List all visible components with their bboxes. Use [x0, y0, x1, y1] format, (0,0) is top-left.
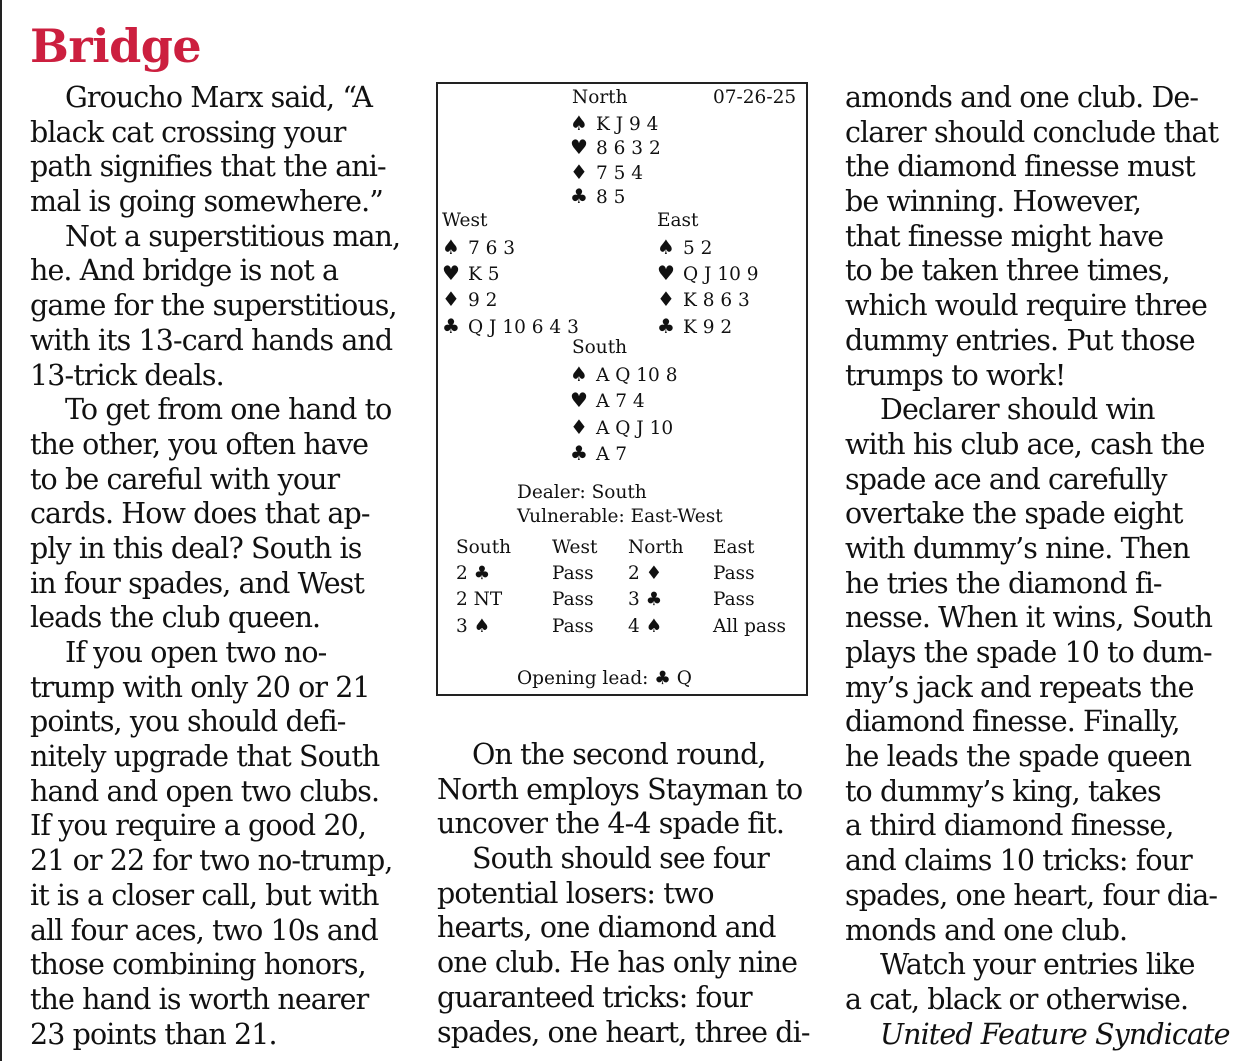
- north-spades: ♠ K J 9 4: [570, 111, 659, 135]
- text-line: amonds and one club. De-: [845, 81, 1199, 114]
- diamond-icon: ♦: [657, 287, 675, 311]
- east-hearts: ♥ Q J 10 9: [657, 261, 759, 285]
- text-line: to be taken three times,: [845, 254, 1170, 288]
- bid-cell: 3 ♠: [456, 616, 491, 637]
- text-line: South should see four: [472, 842, 770, 876]
- heart-icon: ♥: [442, 261, 460, 285]
- text-line: United Feature Syndicate: [880, 1017, 1230, 1051]
- text-line: Not a superstitious man,: [65, 219, 401, 253]
- text-line: game for the superstitious,: [30, 289, 397, 323]
- text-line: to dummy’s king, takes: [845, 774, 1161, 808]
- text-line: cards. How does that ap-: [30, 497, 370, 531]
- text-line: If you require a good 20,: [30, 809, 367, 843]
- bid-cell: 3 ♣: [628, 589, 663, 610]
- east-spades: ♠ 5 2: [657, 235, 713, 259]
- text-line: 13-trick deals.: [30, 358, 224, 392]
- text-line: uncover the 4-4 spade fit.: [437, 807, 784, 841]
- text-line: potential losers: two: [437, 876, 714, 910]
- text-line: with his club ace, cash the: [845, 427, 1205, 461]
- text-line: overtake the spade eight: [845, 497, 1183, 531]
- text-line: diamond finesse. Finally,: [845, 705, 1180, 739]
- bid-cell: Pass: [713, 563, 755, 584]
- text-line: On the second round,: [472, 738, 766, 771]
- text-line: leads the club queen.: [30, 601, 321, 635]
- bidding-header-west: West: [552, 537, 598, 558]
- article-column-2: [437, 738, 822, 1050]
- text-line: and claims 10 tricks: four: [845, 844, 1192, 878]
- text-line: Groucho Marx said, “A: [65, 81, 373, 114]
- south-clubs: ♣ A 7: [570, 441, 628, 465]
- text-line: To get from one hand to: [65, 393, 392, 427]
- bid-cell: 2 NT: [456, 589, 503, 610]
- text-line: he. And bridge is not a: [30, 254, 339, 288]
- club-icon: ♣: [570, 184, 588, 208]
- text-line: a third diamond finesse,: [845, 809, 1174, 843]
- bid-cell: Pass: [552, 616, 594, 637]
- dealer-info: Dealer: South: [517, 482, 647, 503]
- left-border-rule: [0, 0, 2, 1061]
- spade-icon: ♠: [442, 235, 460, 259]
- text-line: it is a closer call, but with: [30, 878, 379, 912]
- text-line: black cat crossing your: [30, 115, 346, 149]
- bridge-deal-diagram: [436, 82, 808, 696]
- text-line: mal is going somewhere.”: [30, 185, 383, 219]
- bid-cell: All pass: [713, 616, 786, 637]
- vulnerability-info: Vulnerable: East-West: [517, 506, 723, 527]
- text-line: points, you should defi-: [30, 705, 346, 739]
- diamond-icon: ♦: [442, 287, 460, 311]
- text-line: hand and open two clubs.: [30, 774, 380, 808]
- bid-cell: Pass: [552, 563, 594, 584]
- text-line: spade ace and carefully: [845, 462, 1167, 496]
- text-line: plays the spade 10 to dum-: [845, 636, 1212, 669]
- text-line: monds and one club.: [845, 913, 1128, 947]
- text-line: path signifies that the ani-: [30, 150, 386, 184]
- text-line: with dummy’s nine. Then: [845, 531, 1190, 565]
- diamond-icon: ♦: [570, 415, 588, 439]
- south-label: South: [572, 337, 628, 358]
- text-line: clarer should conclude that: [845, 115, 1219, 149]
- east-label: East: [657, 210, 699, 231]
- north-label: North: [572, 87, 628, 108]
- text-line: nitely upgrade that South: [30, 740, 380, 774]
- text-line: spades, one heart, three di-: [437, 1015, 810, 1049]
- article-column-3: [845, 81, 1235, 1052]
- text-line: in four spades, and West: [30, 566, 364, 600]
- heart-icon: ♥: [570, 388, 588, 412]
- west-diamonds: ♦ 9 2: [442, 287, 498, 311]
- text-line: those combining honors,: [30, 948, 366, 982]
- spade-icon: ♠: [570, 362, 588, 386]
- east-clubs: ♣ K 9 2: [657, 314, 733, 338]
- bid-cell: 2 ♣: [456, 563, 491, 584]
- text-line: guaranteed tricks: four: [437, 980, 752, 1014]
- club-icon: ♣: [657, 314, 675, 338]
- text-line: ply in this deal? South is: [30, 531, 362, 565]
- east-diamonds: ♦ K 8 6 3: [657, 287, 750, 311]
- text-line: Declarer should win: [880, 393, 1155, 427]
- page-title: Bridge: [30, 19, 202, 73]
- club-icon: ♣: [442, 314, 460, 338]
- text-line: spades, one heart, four dia-: [845, 878, 1218, 912]
- south-hearts: ♥ A 7 4: [570, 388, 645, 412]
- text-line: dummy entries. Put those: [845, 323, 1195, 357]
- text-line: all four aces, two 10s and: [30, 913, 378, 947]
- west-spades: ♠ 7 6 3: [442, 235, 516, 259]
- text-line: with its 13-card hands and: [30, 323, 393, 357]
- north-diamonds: ♦ 7 5 4: [570, 160, 644, 184]
- south-diamonds: ♦ A Q J 10: [570, 415, 674, 439]
- south-spades: ♠ A Q 10 8: [570, 362, 678, 386]
- text-line: trump with only 20 or 21: [30, 670, 370, 704]
- text-line: the diamond finesse must: [845, 150, 1195, 184]
- text-line: that finesse might have: [845, 219, 1164, 253]
- text-line: which would require three: [845, 289, 1207, 323]
- west-label: West: [442, 210, 488, 231]
- north-clubs: ♣ 8 5: [570, 184, 626, 208]
- text-line: nesse. When it wins, South: [845, 601, 1213, 635]
- text-line: he tries the diamond fi-: [845, 566, 1162, 600]
- text-line: 23 points than 21.: [30, 1017, 277, 1051]
- text-line: If you open two no-: [65, 636, 327, 669]
- article-column-1: [30, 81, 410, 1052]
- west-hearts: ♥ K 5: [442, 261, 500, 285]
- text-line: 21 or 22 for two no-trump,: [30, 844, 393, 878]
- bidding-header-east: East: [713, 537, 755, 558]
- text-line: a cat, black or otherwise.: [845, 982, 1189, 1016]
- text-line: Watch your entries like: [880, 948, 1195, 982]
- west-clubs: ♣ Q J 10 6 4 3: [442, 314, 579, 338]
- opening-lead: Opening lead: ♣ Q: [517, 668, 692, 689]
- text-line: North employs Stayman to: [437, 772, 803, 806]
- bidding-header-south: South: [456, 537, 512, 558]
- text-line: be winning. However,: [845, 185, 1142, 219]
- bid-cell: 2 ♦: [628, 563, 663, 584]
- bid-cell: Pass: [552, 589, 594, 610]
- club-icon: ♣: [570, 441, 588, 465]
- diamond-icon: ♦: [570, 160, 588, 184]
- text-line: he leads the spade queen: [845, 740, 1192, 774]
- text-line: the other, you often have: [30, 427, 369, 461]
- text-line: hearts, one diamond and: [437, 911, 776, 945]
- heart-icon: ♥: [657, 261, 675, 285]
- text-line: my’s jack and repeats the: [845, 670, 1194, 704]
- heart-icon: ♥: [570, 135, 588, 159]
- bid-cell: Pass: [713, 589, 755, 610]
- text-line: trumps to work!: [845, 358, 1066, 392]
- bid-cell: 4 ♠: [628, 616, 663, 637]
- spade-icon: ♠: [570, 111, 588, 135]
- deal-date: 07-26-25: [713, 87, 797, 108]
- north-hearts: ♥ 8 6 3 2: [570, 135, 661, 159]
- text-line: one club. He has only nine: [437, 946, 798, 980]
- text-line: the hand is worth nearer: [30, 982, 369, 1016]
- bidding-header-north: North: [628, 537, 684, 558]
- spade-icon: ♠: [657, 235, 675, 259]
- text-line: to be careful with your: [30, 462, 340, 496]
